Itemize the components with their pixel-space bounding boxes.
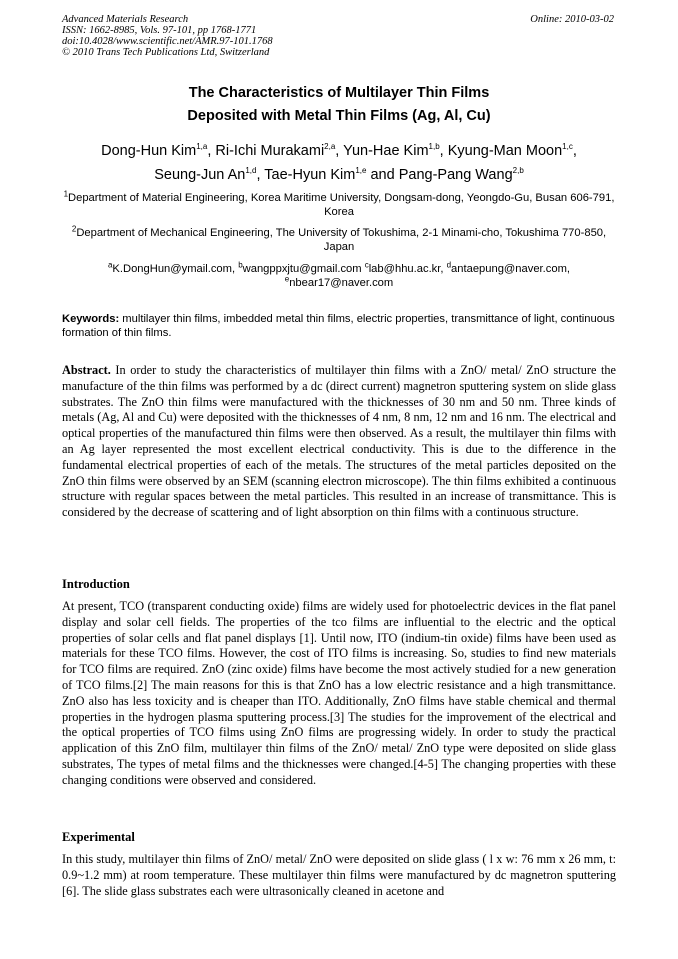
affiliation-text: Department of Material Engineering, Korea Maritime University, Dongsam-dong, Yeongdo-Gu, Busan 606-791, Korea [68,192,615,218]
affiliation-1 [62,191,616,219]
journal-name: Advanced Materials Research [62,14,189,25]
email-sup: e [284,274,290,284]
author-name: Tae-Hyun Kim [264,167,356,183]
author-name: Ri-Ichi Murakami [215,143,325,159]
email-address[interactable]: wangppxjtu@gmail.com [242,263,365,275]
author-separator: and [366,167,399,183]
journal-copyright: © 2010 Trans Tech Publications Ltd, Switzerland [62,47,270,58]
author-affil-sup: 2,a [324,142,336,152]
journal-issn: ISSN: 1662-8985, Vols. 97-101, pp 1768-1771 [62,25,257,36]
author-separator: , [256,167,265,183]
paper-title-line2: Deposited with Metal Thin Films (Ag, Al, Cu) [187,108,491,124]
email-sup: b [238,260,243,270]
experimental-heading: Experimental [62,830,135,844]
email-address[interactable]: antaepung@naver.com, [451,263,571,275]
email-address[interactable]: lab@hhu.ac.kr, [368,263,447,275]
author-list [62,139,616,187]
paper-title-line1: The Characteristics of Multilayer Thin Films [188,85,490,101]
keywords [62,312,616,340]
journal-doi[interactable]: doi:10.4028/www.scientific.net/AMR.97-101.1768 [62,36,273,47]
author-separator: , [439,143,448,159]
affiliation-text: Department of Mechanical Engineering, The University of Tokushima, 2-1 Minami-cho, Tokushima 770-850, Japan [76,227,607,253]
author-affil-sup: 1,c [562,142,573,152]
author-separator: , [335,143,344,159]
email-sup: a [107,260,113,270]
keywords-text: multilayer thin films, imbedded metal thin films, electric properties, transmittance of light, continuous formation of thin films. [62,313,615,339]
author-affil-sup: 2,b [512,166,524,176]
author-affil-sup: 1,b [428,142,440,152]
introduction-heading: Introduction [62,577,130,591]
author-affil-sup: 1,e [355,166,367,176]
abstract-label: Abstract. [62,363,111,377]
author-name: Pang-Pang Wang [398,167,513,183]
author-name: Yun-Hae Kim [343,143,429,159]
author-separator: , [207,143,216,159]
author-affil-sup: 1,a [196,142,208,152]
online-date: Online: 2010-03-02 [530,14,614,25]
abstract [62,363,616,521]
author-name: Kyung-Man Moon [447,143,563,159]
email-address[interactable]: nbear17@naver.com [289,277,394,289]
journal-header [62,14,273,58]
author-emails [62,262,616,290]
affiliation-2 [62,226,616,254]
author-name: Dong-Hun Kim [101,143,197,159]
affiliation-sup: 2 [71,224,77,234]
email-sup: d [446,260,452,270]
abstract-text: In order to study the characteristics of multilayer thin films with a ZnO/ metal/ ZnO structure the manufacture of the thin films was performed by a dc (direct current) magnetron sputtering system on slide glass substrates. The ZnO thin films were manufactured with the thicknesses of 30 nm and 50 nm. Three kinds of metals (Ag, Al and Cu) were deposited with the thicknesses of 4 nm, 8 nm, 12 nm and 16 nm. The electrical and optical properties of the manufactured thin films were then observed. As a result, the multilayer thin films with an Ag layer represented the most excellent electrical conductivity. This is due to the difference in the fundamental electrical properties of each of the metals. The structures of the metal particles deposited on the ZnO thin films were observed by an SEM (scanning electron microscope). The thin films exhibited a continuous structure with regular spaces between the metal particles. This resulted in an increase of transmittance. This is considered by the decrease of scattering and of light absorption on thin films with a continuous structure. [62,363,616,520]
keywords-label: Keywords: [62,313,120,325]
email-address[interactable]: K.DongHun@ymail.com, [112,263,239,275]
email-sup: c [364,260,369,270]
paper-title [62,82,616,128]
introduction-text: At present, TCO (transparent conducting oxide) films are widely used for photoelectric devices in the flat panel display and solar cell fields. The properties of the tco films are influential to the electric and the optical properties of solar cells and flat panel displays [1]. Until now, ITO (indium-tin oxide) films have been used as materials for these TCO films. However, the cost of ITO films is increasing. So, studies to find new materials for TCO films are required. ZnO (zinc oxide) films have become the most actively studied for a new generation of TCO films.[2] The main reasons for this is that ZnO has a low electric resistance and a high transmittance. ZnO also has less toxicity and is cheaper than ITO. Additionally, ZnO films have stable chemical and thermal properties in the hydrogen plasma sputtering process.[3] The studies for the improvement of the electrical and the optical properties of TCO films using ZnO films are progressing widely. In order to study the practical application of this ZnO film, multilayer thin films of the ZnO/ metal/ ZnO type were deposited on slide glass substrates, The types of metal films and the thicknesses were changed.[4-5] The changing properties with these changing conditions were observed and considered. [62,599,616,787]
experimental-text: In this study, multilayer thin films of ZnO/ metal/ ZnO were deposited on slide glass ( l x w: 76 mm x 26 mm, t: 0.9~1.2 mm) at room temperature. These multilayer thin films were manufactured by dc magnetron sputtering [6]. The slide glass substrates each were ultrasonically cleaned in acetone and [62,852,616,898]
author-separator: , [572,143,577,159]
author-name: Seung-Jun An [154,167,246,183]
author-affil-sup: 1,d [245,166,257,176]
affiliation-sup: 1 [63,189,69,199]
